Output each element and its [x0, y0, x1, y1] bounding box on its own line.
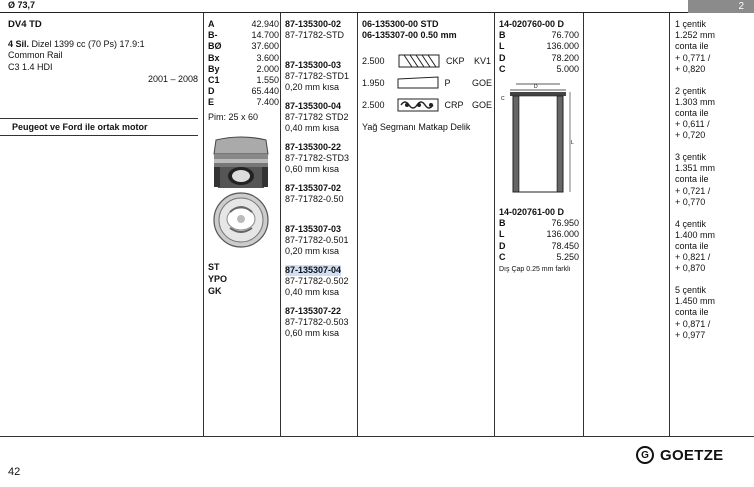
ring-items	[362, 50, 492, 133]
piston-alt-number: 87-71782-STD	[285, 30, 345, 41]
dimension-key: E	[208, 97, 215, 108]
piston-side-image	[210, 136, 272, 190]
notch-title: 1 çentik	[675, 19, 707, 29]
notch-title: 5 çentik	[675, 285, 707, 295]
liner-dimension-row	[499, 30, 579, 41]
liner-dim-value: 136.000	[546, 41, 579, 52]
dimension-row	[208, 75, 279, 86]
piston-part-number[interactable]: 87-135300-22	[285, 142, 342, 152]
liner-dim-label: D	[534, 84, 538, 90]
liner-dim-value: 5.000	[556, 63, 579, 74]
notch-entry	[675, 152, 715, 219]
oil-ring-icon	[397, 96, 440, 114]
piston-alt-number: 87-71782-STD1	[285, 71, 350, 82]
notch-b: + 0,720	[675, 130, 706, 141]
liner-dimension-row	[499, 64, 579, 75]
liner-dim-value: 5.250	[556, 251, 579, 262]
engine-years: 2001 – 2008	[147, 73, 198, 84]
liner-dim-value: 76.700	[551, 30, 579, 41]
piston-entry	[285, 306, 349, 344]
brand-name: GOETZE	[660, 446, 724, 464]
notch-entry	[675, 285, 715, 352]
notch-entry	[675, 19, 715, 86]
notch-label: conta ile	[675, 240, 709, 251]
notch-entry	[675, 86, 715, 153]
ring-item	[362, 94, 492, 116]
dimension-value: 1.550	[256, 75, 279, 86]
ring-code: KV1	[474, 56, 492, 66]
dimension-value: 3.600	[256, 52, 279, 63]
ring-type: P	[444, 78, 451, 88]
dimension-value: 65.440	[251, 86, 279, 97]
divider	[203, 13, 204, 437]
engine-spec: 4 Sil. Dizel 1399 cc (70 Ps) 17.9:1	[8, 39, 145, 50]
goetze-mark-icon: G	[636, 446, 654, 464]
divider	[494, 13, 495, 437]
piston-list	[285, 19, 349, 344]
dimension-value: 7.400	[256, 97, 279, 108]
liner-dim-key: B	[499, 30, 506, 41]
piston-entry	[285, 101, 349, 139]
diameter-label: Ø 73,7	[8, 0, 36, 10]
dimension-value: 14.700	[251, 30, 279, 41]
oil-ring-note: Yağ Segmanı Matkap Delik	[362, 122, 471, 132]
ring-item	[362, 50, 492, 72]
liner-dimension-row	[499, 229, 579, 240]
notch-b: + 0,977	[675, 329, 706, 340]
footer-rule	[0, 436, 754, 437]
liner-2	[499, 207, 579, 275]
liner-dim-value: 78.200	[551, 52, 579, 63]
engine-note: Peugeot ve Ford ile ortak motor	[12, 122, 148, 132]
code-gk: GK	[208, 286, 222, 296]
notch-b: + 0,820	[675, 63, 706, 74]
notch-a: + 0,871 /	[675, 318, 711, 329]
dimension-key: BØ	[208, 41, 222, 52]
liner-dim-key: D	[499, 240, 506, 251]
piston-size: 0,20 mm kısa	[285, 246, 340, 257]
ring-width: 2.500	[362, 100, 385, 110]
piston-part-number[interactable]: 87-135307-02	[285, 183, 342, 193]
dimension-value: 42.940	[251, 19, 279, 29]
liner-dimension-row	[499, 218, 579, 229]
dimension-key: By	[208, 63, 220, 74]
liner-dim-label: C	[501, 96, 505, 102]
liner-dimension-row	[499, 252, 579, 263]
liner-dimension-row	[499, 53, 579, 64]
notch-size: 1.303 mm	[675, 96, 716, 107]
divider	[583, 13, 584, 437]
liner-dim-key: L	[499, 229, 505, 240]
divider	[357, 13, 358, 437]
ring-set-oversize: 06-135307-00 0.50 mm	[362, 30, 457, 41]
notch-a: + 0,721 /	[675, 185, 711, 196]
notch-size: 1.351 mm	[675, 163, 716, 174]
ring-type: CRP	[444, 100, 464, 110]
piston-part-number[interactable]: 87-135300-02	[285, 19, 342, 29]
piston-part-number[interactable]: 87-135300-04	[285, 101, 342, 111]
piston-size: 0,60 mm kısa	[285, 328, 340, 339]
notch-size: 1.450 mm	[675, 296, 716, 307]
pin-size: Pim: 25 x 60	[208, 111, 259, 122]
divider	[280, 13, 281, 437]
liner-dim-label: L	[571, 140, 574, 146]
piston-entry	[285, 60, 349, 98]
piston-size: 0,60 mm kısa	[285, 164, 340, 175]
liner-dim-key: B	[499, 218, 506, 229]
ring-sets	[362, 19, 457, 41]
piston-alt-number: 87-71782-0.501	[285, 235, 349, 246]
piston-size: 0,40 mm kısa	[285, 287, 340, 298]
notch-b: + 0,870	[675, 263, 706, 274]
ring-type: CKP	[446, 56, 465, 66]
notch-size: 1.400 mm	[675, 229, 716, 240]
piston-size: 0,40 mm kısa	[285, 123, 340, 134]
liner-dimension-row	[499, 241, 579, 252]
dimension-row	[208, 19, 279, 30]
piston-entry	[285, 183, 349, 221]
engine-model: C3 1.4 HDI	[8, 61, 53, 72]
dimension-row	[208, 53, 279, 64]
notch-label: conta ile	[675, 307, 709, 318]
piston-alt-number: 87-71782-0.503	[285, 317, 349, 328]
dimension-row	[208, 97, 279, 108]
notch-label: conta ile	[675, 174, 709, 185]
liner-1	[499, 19, 579, 75]
liner-dim-key: D	[499, 52, 506, 63]
notch-b: + 0,770	[675, 196, 706, 207]
piston-part-number[interactable]: 87-135300-03	[285, 60, 342, 70]
dimension-value: 2.000	[256, 63, 279, 74]
notch-a: + 0,771 /	[675, 52, 711, 63]
liner-dimension-row	[499, 41, 579, 52]
piston-codes	[208, 261, 227, 297]
notch-entry	[675, 219, 715, 286]
piston-alt-number: 87-71782-0.502	[285, 276, 349, 287]
dimension-key: C1	[208, 75, 220, 86]
piston-alt-number: 87-71782-0.50	[285, 194, 344, 205]
dimension-key: D	[208, 86, 215, 97]
piston-part-number[interactable]: 87-135307-22	[285, 306, 342, 316]
engine-rail: Common Rail	[8, 50, 63, 61]
piston-entry	[285, 19, 349, 57]
dimension-key: Bx	[208, 52, 220, 63]
notch-title: 3 çentik	[675, 152, 707, 162]
piston-alt-number: 87-71782 STD2	[285, 112, 349, 123]
cylinder-liner-drawing	[500, 80, 578, 202]
liner-dim-value: 78.450	[551, 240, 579, 251]
piston-entry	[285, 224, 349, 262]
gasket-notch-list	[675, 19, 715, 352]
dimension-value: 37.600	[251, 41, 279, 52]
ring-code: GOE	[471, 100, 492, 110]
goetze-logo	[636, 446, 723, 464]
ring-width: 1.950	[362, 78, 385, 88]
liner-dim-key: C	[499, 63, 506, 74]
notch-label: conta ile	[675, 41, 709, 52]
piston-part-number[interactable]: 87-135307-04	[285, 265, 342, 275]
liner-dim-value: 76.950	[551, 218, 579, 229]
ring-width: 2.500	[362, 56, 385, 66]
liner-code: 14-020761-00 D	[499, 207, 565, 217]
compression-ring-icon	[398, 52, 442, 70]
ring-code: GOE	[471, 78, 492, 88]
notch-size: 1.252 mm	[675, 30, 716, 41]
dimension-row	[208, 64, 279, 75]
notch-title: 2 çentik	[675, 85, 707, 96]
notch-a: + 0,821 /	[675, 252, 711, 263]
dimension-key: A	[208, 19, 215, 29]
dimension-row	[208, 41, 279, 52]
piston-part-number[interactable]: 87-135307-03	[285, 224, 342, 234]
code-st: ST	[208, 262, 220, 272]
note-rule-top	[0, 118, 198, 119]
piston-entry	[285, 142, 349, 180]
dimension-row	[208, 30, 279, 41]
dimension-key: B-	[208, 30, 218, 41]
notch-a: + 0,611 /	[675, 119, 710, 130]
engine-code: DV4 TD	[8, 19, 42, 30]
piston-entry	[285, 265, 349, 303]
ring-set-std: 06-135300-00 STD	[362, 19, 439, 29]
liner-code: 14-020760-00 D	[499, 19, 565, 29]
note-rule-bottom	[0, 135, 198, 136]
page-tab: 2	[688, 0, 754, 13]
liner-note: Dış Çap 0.25 mm farklı	[499, 266, 571, 274]
piston-dimensions	[208, 19, 279, 123]
dimension-row	[208, 86, 279, 97]
engine-info	[8, 19, 198, 85]
notch-label: conta ile	[675, 107, 709, 118]
piston-size: 0,20 mm kısa	[285, 82, 340, 93]
divider	[669, 13, 670, 437]
piston-alt-number: 87-71782-STD3	[285, 153, 350, 164]
ring-item	[362, 72, 492, 94]
liner-dim-key: C	[499, 251, 506, 262]
liner-dim-value: 136.000	[546, 229, 579, 240]
page-number: 42	[8, 466, 21, 478]
code-ypo: YPO	[208, 274, 228, 284]
piston-top-image	[210, 192, 272, 248]
notch-title: 4 çentik	[675, 218, 707, 229]
scraper-ring-icon	[397, 74, 440, 92]
liner-dim-key: L	[499, 41, 505, 52]
header-bar	[0, 0, 754, 13]
